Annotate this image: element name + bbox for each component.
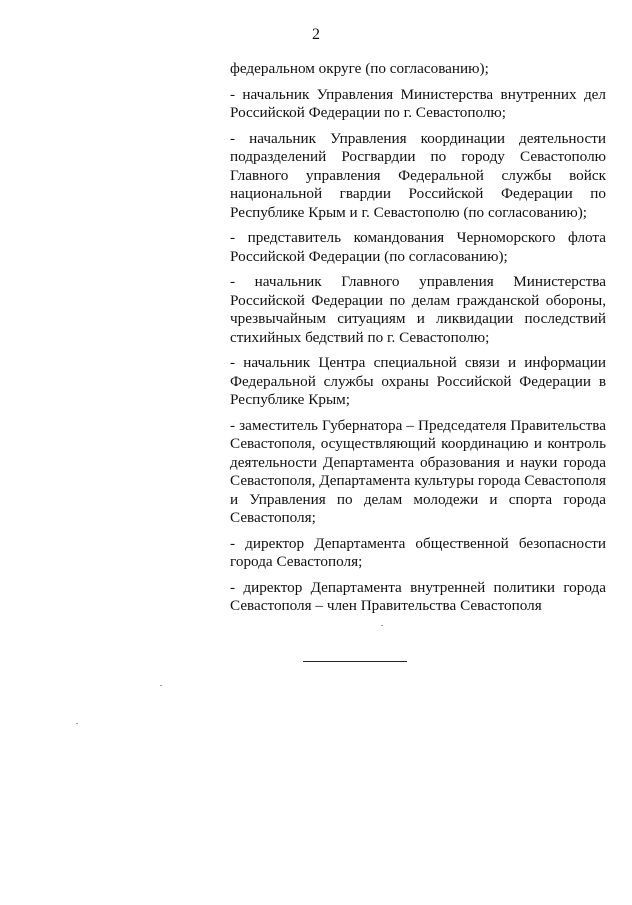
scan-speck [160, 685, 162, 686]
list-item: - директор Департамента общественной безопасности города Севастополя; [230, 534, 606, 570]
list-item: - директор Департамента внутренней политики города Севастополя – член Правительства Севастополя [230, 578, 606, 614]
page-number: 2 [312, 26, 320, 43]
list-item: - начальник Центра специальной связи и информации Федеральной службы охраны Российской Федерации в Республике Крым; [230, 354, 606, 408]
list-item: федеральном округе (по согласованию); [230, 60, 489, 77]
scan-speck [381, 625, 383, 626]
list-item: - заместитель Губернатора – Председателя Правительства Севастополя, осуществляющий координацию и контроль деятельности Департамента образования и науки города Севастополя, Департамента культуры города Севастополя и Управления по делам молодежи и спорта города Севастополя; [230, 416, 606, 526]
list-item: - начальник Управления координации деятельности подразделений Росгвардии по городу Севастополю Главного управления Федеральной службы войск национальной гвардии Российской Федерации по Республике Крым и г. Севастополю (по согласованию); [230, 129, 606, 221]
member-list [230, 60, 606, 623]
list-item: - начальник Главного управления Министерства Российской Федерации по делам гражданской обороны, чрезвычайным ситуациям и ликвидации последствий стихийных бедствий по г. Севастополю; [230, 273, 606, 346]
list-item: - начальник Управления Министерства внутренних дел Российской Федерации по г. Севастополю; [230, 85, 606, 121]
scan-speck [76, 723, 78, 724]
end-rule [303, 661, 407, 662]
list-item: - представитель командования Черноморского флота Российской Федерации (по согласованию); [230, 229, 606, 265]
